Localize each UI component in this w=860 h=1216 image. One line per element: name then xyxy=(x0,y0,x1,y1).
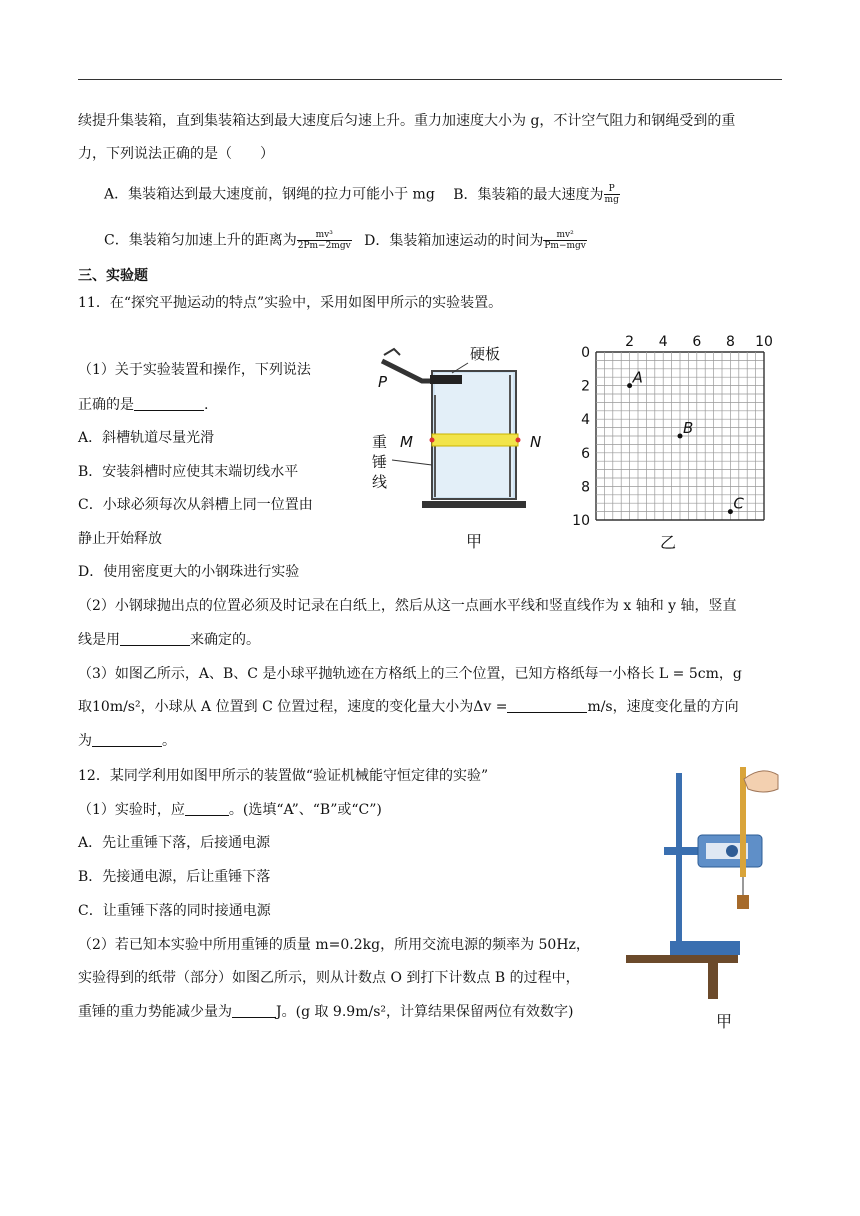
label-board: 硬板 xyxy=(470,345,501,363)
ramp-icon xyxy=(382,361,438,381)
ramp-end xyxy=(430,375,462,384)
q12-option-a: A．先让重锤下落，后接通电源 xyxy=(78,835,271,851)
q10-option-d-fraction: $\frac{\text{mv²}}{\text{Pm−mgv}}$ xyxy=(544,230,586,251)
answer-blank[interactable] xyxy=(134,396,204,411)
grid-figure xyxy=(570,330,790,555)
q11-part3-line3: 为 。 xyxy=(78,733,176,749)
point-a xyxy=(627,383,632,388)
q11-option-a: A．斜槽轨道尽量光滑 xyxy=(78,430,215,446)
label-weight-line-2: 锤 xyxy=(372,453,388,471)
q12-part2-line2: 实验得到的纸带（部分）如图乙所示，则从计数点 O 到打下计数点 B 的过程中， xyxy=(78,970,580,986)
x-tick-label: 2 xyxy=(625,334,635,350)
stand-rod xyxy=(676,773,682,951)
q11-option-c-line2: 静止开始释放 xyxy=(78,531,162,547)
point-b xyxy=(678,434,683,439)
label-p: P xyxy=(378,373,388,391)
section-heading: 三、实验题 xyxy=(78,268,148,284)
point-label-a: A xyxy=(632,368,643,387)
y-tick-label: 8 xyxy=(581,479,590,496)
y-tick-label: 2 xyxy=(581,378,590,395)
x-tick-label: 10 xyxy=(755,334,773,350)
point-label-b: B xyxy=(683,419,694,437)
slot-bar xyxy=(432,434,518,446)
q12-option-c: C．让重锤下落的同时接通电源 xyxy=(78,903,271,919)
apparatus-figure xyxy=(360,335,560,555)
label-weight-line-1: 重 xyxy=(372,433,388,451)
q12-part2-line1: （2）若已知本实验中所用重锤的质量 m=0.2kg，所用交流电源的频率为 50Hz， xyxy=(78,937,590,953)
answer-blank[interactable] xyxy=(120,631,190,646)
header-rule xyxy=(78,79,782,80)
q10-option-a xyxy=(104,184,620,205)
q12-part1: （1）实验时，应 。(选填“A”、“B”或“C”) xyxy=(78,802,382,818)
q10-option-b-fraction: $\frac{P}{mg}$ xyxy=(604,184,619,205)
paper-tape xyxy=(740,767,746,877)
x-tick-label: 4 xyxy=(658,334,668,350)
q11-part3-line2: 取10m/s²，小球从 A 位置到 C 位置过程，速度的变化量大小为Δv = m/s，速度变化量的方向 xyxy=(78,699,739,715)
q11-option-c-line1: C．小球必须每次从斜槽上同一位置由 xyxy=(78,497,313,513)
q11-stem: 11．在“探究平抛运动的特点”实验中，采用如图甲所示的实验装置。 xyxy=(78,295,503,311)
label-m: M xyxy=(400,433,413,451)
q12-stem: 12．某同学利用如图甲所示的装置做“验证机械能守恒定律的实验” xyxy=(78,768,489,784)
answer-blank[interactable] xyxy=(185,801,229,816)
figure-caption-yi: 乙 xyxy=(660,533,677,552)
x-tick-label: 6 xyxy=(692,334,702,350)
weight xyxy=(737,895,749,909)
answer-blank[interactable] xyxy=(507,698,587,713)
q12-option-b: B．先接通电源，后让重锤下落 xyxy=(78,869,271,885)
q11-option-d: D．使用密度更大的小钢珠进行实验 xyxy=(78,564,300,580)
q10-option-b: B．集装箱的最大速度为 $\frac{P}{mg}$ xyxy=(453,184,619,205)
q11-part3-line1: （3）如图乙所示，A、B、C 是小球平抛轨迹在方格纸上的三个位置，已知方格纸每一小格长 L = 5cm，g xyxy=(78,666,742,682)
q10-line2: 力，下列说法正确的是（ ） xyxy=(78,146,274,162)
q10-option-d: D．集装箱加速运动的时间为 $\frac{\text{mv²}}{\text{Pm−mgv}}$ xyxy=(364,230,586,251)
label-n: N xyxy=(530,433,542,451)
q11-part1-line1: （1）关于实验装置和操作，下列说法 xyxy=(78,362,311,378)
table xyxy=(626,955,738,963)
point-label-c: C xyxy=(733,494,744,513)
figure-caption-jia: 甲 xyxy=(466,532,483,551)
x-tick-label: 8 xyxy=(725,334,735,350)
q10-option-a-text: A．集装箱达到最大速度前，钢绳的拉力可能小于 mg xyxy=(104,186,435,203)
q10-option-c: C．集装箱匀加速上升的距离为 $\frac{\text{mv³}}{\text{2Pm−2mgv}}$ D．集装箱加速运动的时间为 $\frac{\text{mv²}}{\text{Pm−mgv}}$ xyxy=(104,230,586,251)
freefall-figure xyxy=(620,765,780,1035)
point-c xyxy=(728,509,733,514)
answer-blank[interactable] xyxy=(232,1003,276,1018)
stand-base xyxy=(670,941,740,955)
q11-option-b: B．安装斜槽时应使其末端切线水平 xyxy=(78,464,299,480)
label-weight-line-3: 线 xyxy=(372,473,388,491)
y-tick-label: 0 xyxy=(581,345,590,361)
base xyxy=(422,501,526,508)
q11-part2-line2: 线是用 来确定的。 xyxy=(78,632,260,648)
y-tick-label: 6 xyxy=(581,445,590,462)
q12-part2-line3: 重锤的重力势能减少量为 J。(g 取 9.9m/s²，计算结果保留两位有效数字) xyxy=(78,1004,574,1020)
q11-part2-line1: （2）小钢球抛出点的位置必须及时记录在白纸上，然后从这一点画水平线和竖直线作为 x 轴和 y 轴，竖直 xyxy=(78,598,737,614)
y-tick-label: 4 xyxy=(581,412,590,429)
answer-blank[interactable] xyxy=(92,732,162,747)
q10-line1: 续提升集装箱，直到集装箱达到最大速度后匀速上升。重力加速度大小为 g，不计空气阻力和钢绳受到的重 xyxy=(78,113,736,129)
q11-part1-line2: 正确的是 . xyxy=(78,397,209,413)
y-tick-label: 10 xyxy=(572,513,590,529)
figure-caption-freefall: 甲 xyxy=(716,1012,733,1031)
q10-option-c-fraction: $\frac{\text{mv³}}{\text{2Pm−2mgv}}$ xyxy=(297,230,351,251)
hand-icon xyxy=(744,771,778,792)
